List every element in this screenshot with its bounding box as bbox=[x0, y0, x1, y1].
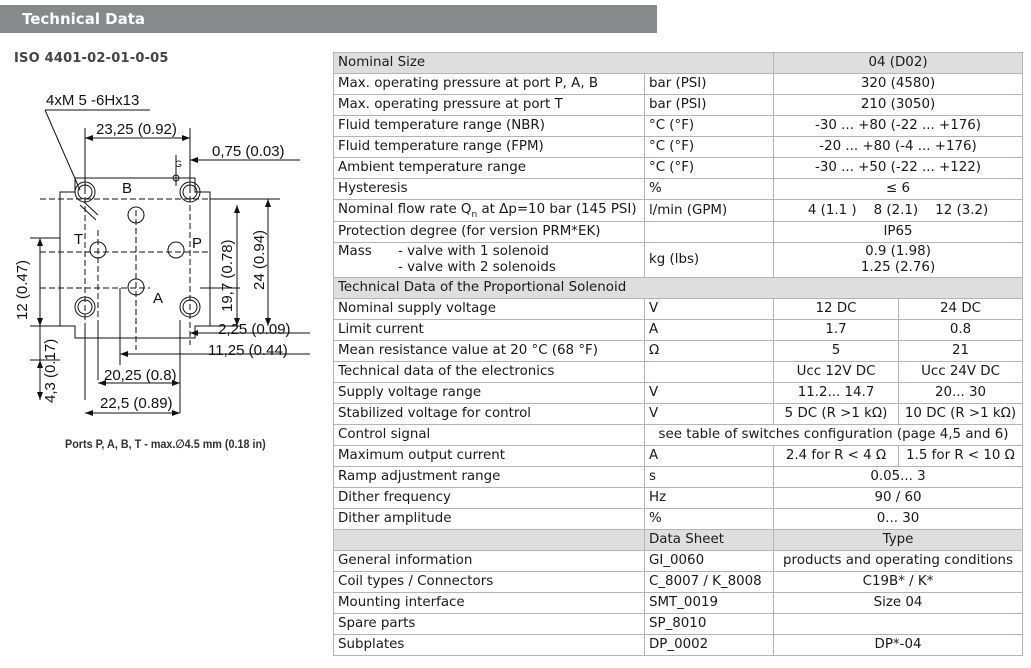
table-row bbox=[334, 551, 1023, 572]
label-g: G bbox=[175, 159, 183, 169]
mass-value bbox=[774, 243, 1023, 278]
row-unit: Ω bbox=[645, 341, 774, 362]
flow-label bbox=[334, 200, 645, 222]
row-unit: °C (°F) bbox=[645, 116, 774, 137]
ref-sheet: SMT_0019 bbox=[645, 593, 774, 614]
table-row bbox=[334, 116, 1023, 137]
port-label-p: P bbox=[192, 235, 203, 252]
ref-sheet: C_8007 / K_8008 bbox=[645, 572, 774, 593]
refs-header-label bbox=[334, 530, 645, 551]
row-unit: Hz bbox=[645, 488, 774, 509]
ref-sheet: DP_0002 bbox=[645, 635, 774, 656]
port-label-a: A bbox=[153, 290, 164, 307]
row-value: -30 ... +80 (-22 ... +176) bbox=[774, 116, 1023, 137]
row-value-24v: 10 DC (R >1 kΩ) bbox=[899, 404, 1023, 425]
ref-label: General information bbox=[334, 551, 645, 572]
row-value-12v: 12 DC bbox=[774, 299, 899, 320]
dim-19-7: 19,7 (0.78) bbox=[219, 239, 236, 312]
row-unit: bar (PSI) bbox=[645, 95, 774, 116]
row-unit: A bbox=[645, 320, 774, 341]
row-label: Fluid temperature range (NBR) bbox=[334, 116, 645, 137]
mass-title: Mass bbox=[338, 244, 372, 259]
ref-type: C19B* / K* bbox=[774, 572, 1023, 593]
ref-type: products and operating conditions bbox=[774, 551, 1023, 572]
table-row bbox=[334, 243, 1023, 278]
row-value-12v: 11.2... 14.7 bbox=[774, 383, 899, 404]
dim-11-25: 11,25 (0.44) bbox=[208, 342, 288, 359]
ref-label: Coil types / Connectors bbox=[334, 572, 645, 593]
row-unit: % bbox=[645, 509, 774, 530]
row-label: Ambient temperature range bbox=[334, 158, 645, 179]
ref-sheet: GI_0060 bbox=[645, 551, 774, 572]
row-value-12v: 1.7 bbox=[774, 320, 899, 341]
dim-g-offset: 0,75 (0.03) bbox=[212, 143, 285, 160]
table-row bbox=[334, 95, 1023, 116]
table-row bbox=[334, 341, 1023, 362]
dim-20-25: 20,25 (0.8) bbox=[104, 367, 177, 384]
dim-4-3: 4,3 (0.17) bbox=[42, 338, 59, 403]
ref-label: Mounting interface bbox=[334, 593, 645, 614]
flow-value: 4 (1.1 ) 8 (2.1) 12 (3.2) bbox=[774, 200, 1023, 222]
row-value-12v: 5 DC (R >1 kΩ) bbox=[774, 404, 899, 425]
table-row bbox=[334, 278, 1023, 299]
row-label: Limit current bbox=[334, 320, 645, 341]
protection-unit bbox=[645, 222, 774, 243]
row-label: Technical data of the electronics bbox=[334, 362, 645, 383]
row-value: 0.05... 3 bbox=[774, 467, 1023, 488]
row-value: -30 ... +50 (-22 ... +122) bbox=[774, 158, 1023, 179]
table-row bbox=[334, 200, 1023, 222]
row-unit: V bbox=[645, 299, 774, 320]
row-value-24v: 0.8 bbox=[899, 320, 1023, 341]
row-unit: s bbox=[645, 467, 774, 488]
protection-label: Protection degree (for version PRM*EK) bbox=[334, 222, 645, 243]
row-value-24v: 20... 30 bbox=[899, 383, 1023, 404]
row-unit: V bbox=[645, 383, 774, 404]
mass-value1: 0.9 (1.98) bbox=[865, 244, 931, 259]
table-row bbox=[334, 362, 1023, 383]
section-header bbox=[0, 5, 657, 33]
row-value: 0... 30 bbox=[774, 509, 1023, 530]
table-row bbox=[334, 53, 1023, 74]
mass-unit: kg (lbs) bbox=[645, 243, 774, 278]
ref-type: Size 04 bbox=[774, 593, 1023, 614]
table-row bbox=[334, 222, 1023, 243]
mass-sub1: - valve with 1 solenoid bbox=[398, 244, 549, 259]
row-value: 320 (4580) bbox=[774, 74, 1023, 95]
refs-header-sheet: Data Sheet bbox=[645, 530, 774, 551]
thread-label: 4xM 5 -6Hx13 bbox=[46, 92, 140, 109]
mounting-interface-drawing bbox=[0, 80, 330, 430]
ports-note: Ports P, A, B, T - max.∅4.5 mm (0.18 in) bbox=[65, 437, 266, 451]
flow-label-sub: n bbox=[471, 210, 478, 220]
dim-12: 12 (0.47) bbox=[14, 259, 31, 320]
row-label: Nominal supply voltage bbox=[334, 299, 645, 320]
dim-top: 23,25 (0.92) bbox=[96, 121, 177, 138]
table-row bbox=[334, 158, 1023, 179]
ref-sheet: SP_8010 bbox=[645, 614, 774, 635]
table-row bbox=[334, 635, 1023, 656]
row-label: Max. operating pressure at port T bbox=[334, 95, 645, 116]
row-unit: °C (°F) bbox=[645, 158, 774, 179]
section-title: Technical Data bbox=[22, 10, 146, 28]
row-unit: V bbox=[645, 404, 774, 425]
table-row bbox=[334, 74, 1023, 95]
row-unit bbox=[645, 362, 774, 383]
flow-label-post: at Δp=10 bar (145 PSI) bbox=[477, 202, 637, 217]
mass-sub2: - valve with 2 solenoids bbox=[398, 260, 556, 275]
mass-value2: 1.25 (2.76) bbox=[860, 260, 936, 275]
row-label: Fluid temperature range (FPM) bbox=[334, 137, 645, 158]
table-row bbox=[334, 614, 1023, 635]
dim-24: 24 (0.94) bbox=[251, 229, 268, 290]
row-value-12v: Ucc 12V DC bbox=[774, 362, 899, 383]
row-value: ≤ 6 bbox=[774, 179, 1023, 200]
table-row bbox=[334, 137, 1023, 158]
flow-unit: l/min (GPM) bbox=[645, 200, 774, 222]
control-signal-value: see table of switches configuration (page 4,5 and 6) bbox=[645, 425, 1023, 446]
mass-label bbox=[334, 243, 645, 278]
solenoid-section-header: Technical Data of the Proportional Solenoid bbox=[334, 278, 1023, 299]
row-label: Hysteresis bbox=[334, 179, 645, 200]
ref-label: Subplates bbox=[334, 635, 645, 656]
row-label: Dither frequency bbox=[334, 488, 645, 509]
protection-value: IP65 bbox=[774, 222, 1023, 243]
refs-header-type: Type bbox=[774, 530, 1023, 551]
nominal-size-label: Nominal Size bbox=[334, 53, 774, 74]
row-label: Mean resistance value at 20 °C (68 °F) bbox=[334, 341, 645, 362]
technical-data-table bbox=[333, 52, 1023, 656]
row-label: Dither amplitude bbox=[334, 509, 645, 530]
table-row bbox=[334, 425, 1023, 446]
dim-22-5: 22,5 (0.89) bbox=[100, 395, 173, 412]
row-value-24v: Ucc 24V DC bbox=[899, 362, 1023, 383]
max-output-12v: 2.4 for R < 4 Ω bbox=[774, 446, 899, 467]
table-row bbox=[334, 530, 1023, 551]
nominal-size-value: 04 (D02) bbox=[774, 53, 1023, 74]
ref-type bbox=[774, 614, 1023, 635]
max-output-24v: 1.5 for R < 10 Ω bbox=[899, 446, 1023, 467]
port-label-t: T bbox=[74, 231, 84, 248]
row-unit: bar (PSI) bbox=[645, 74, 774, 95]
table-row bbox=[334, 179, 1023, 200]
table-row bbox=[334, 299, 1023, 320]
row-value-12v: 5 bbox=[774, 341, 899, 362]
port-label-b: B bbox=[122, 180, 133, 197]
row-value: -20 ... +80 (-4 ... +176) bbox=[774, 137, 1023, 158]
row-value: 210 (3050) bbox=[774, 95, 1023, 116]
row-label: Supply voltage range bbox=[334, 383, 645, 404]
table-row bbox=[334, 509, 1023, 530]
max-output-label: Maximum output current bbox=[334, 446, 645, 467]
control-signal-label: Control signal bbox=[334, 425, 645, 446]
row-unit: % bbox=[645, 179, 774, 200]
ref-type: DP*-04 bbox=[774, 635, 1023, 656]
table-row bbox=[334, 572, 1023, 593]
flow-label-pre: Nominal flow rate Q bbox=[338, 202, 472, 217]
row-value: 90 / 60 bbox=[774, 488, 1023, 509]
max-output-unit: A bbox=[645, 446, 774, 467]
table-row bbox=[334, 383, 1023, 404]
row-label: Max. operating pressure at port P, A, B bbox=[334, 74, 645, 95]
row-unit: °C (°F) bbox=[645, 137, 774, 158]
dim-2-25: 2,25 (0.09) bbox=[218, 321, 291, 338]
row-label: Stabilized voltage for control bbox=[334, 404, 645, 425]
row-value-24v: 24 DC bbox=[899, 299, 1023, 320]
table-row bbox=[334, 404, 1023, 425]
table-row bbox=[334, 488, 1023, 509]
row-label: Ramp adjustment range bbox=[334, 467, 645, 488]
table-row bbox=[334, 446, 1023, 467]
table-row bbox=[334, 467, 1023, 488]
row-value-24v: 21 bbox=[899, 341, 1023, 362]
table-row bbox=[334, 593, 1023, 614]
table-row bbox=[334, 320, 1023, 341]
ref-label: Spare parts bbox=[334, 614, 645, 635]
iso-code: ISO 4401-02-01-0-05 bbox=[14, 51, 169, 66]
